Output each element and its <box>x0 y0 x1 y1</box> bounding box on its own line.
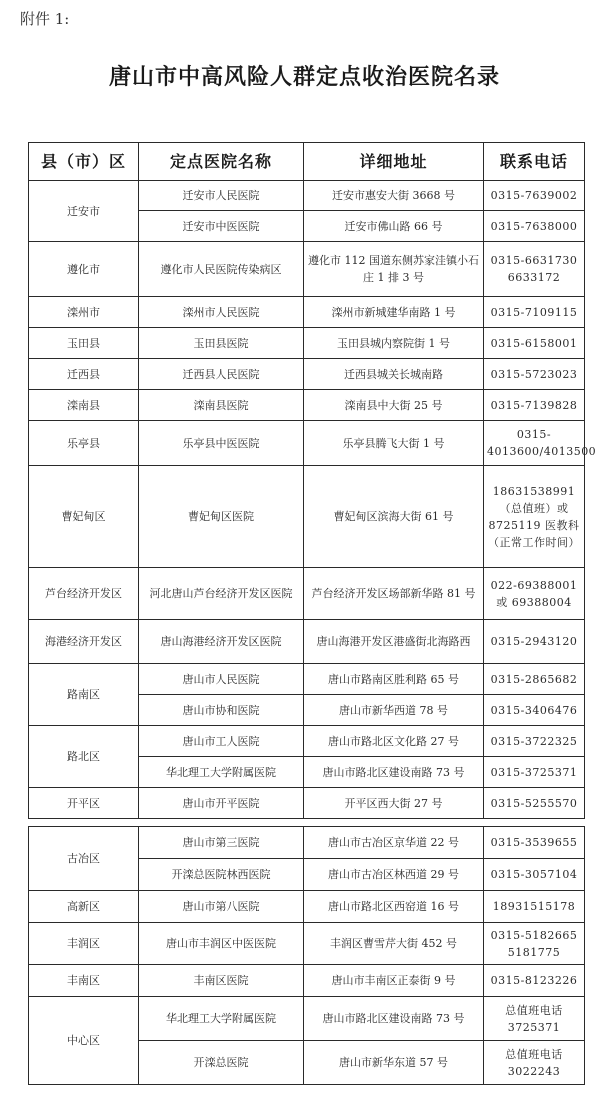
hospital-name-cell: 迁西县人民医院 <box>139 359 304 390</box>
address-cell: 丰润区曹雪芹大街 452 号 <box>304 923 484 965</box>
county-cell: 遵化市 <box>29 242 139 297</box>
hospital-name-cell: 华北理工大学附属医院 <box>139 757 304 788</box>
address-cell: 开平区西大街 27 号 <box>304 788 484 819</box>
table-row <box>29 788 585 819</box>
county-cell: 乐亭县 <box>29 421 139 466</box>
hospital-name-cell: 滦南县医院 <box>139 390 304 421</box>
phone-cell: 0315-4013600/4013500 <box>484 421 585 466</box>
hospital-name-cell: 河北唐山芦台经济开发区医院 <box>139 568 304 620</box>
table-row <box>29 181 585 211</box>
table-row <box>29 328 585 359</box>
phone-cell: 0315-8123226 <box>484 965 585 997</box>
phone-cell: 0315-5255570 <box>484 788 585 819</box>
hospital-name-cell: 唐山海港经济开发区医院 <box>139 620 304 664</box>
county-cell: 古冶区 <box>29 827 139 891</box>
table-row <box>29 965 585 997</box>
phone-cell: 总值班电话 3725371 <box>484 997 585 1041</box>
county-cell: 路北区 <box>29 726 139 788</box>
county-cell: 路南区 <box>29 664 139 726</box>
hospital-name-cell: 乐亭县中医医院 <box>139 421 304 466</box>
address-cell: 玉田县城内察院街 1 号 <box>304 328 484 359</box>
table-row <box>29 664 585 695</box>
address-cell: 迁安市惠安大街 3668 号 <box>304 181 484 211</box>
county-cell: 玉田县 <box>29 328 139 359</box>
county-cell: 开平区 <box>29 788 139 819</box>
hospital-name-cell: 滦州市人民医院 <box>139 297 304 328</box>
address-cell: 唐山海港开发区港盛街北海路西 <box>304 620 484 664</box>
table-row <box>29 390 585 421</box>
address-cell: 唐山市路北区建设南路 73 号 <box>304 997 484 1041</box>
address-cell: 唐山市路南区胜利路 65 号 <box>304 664 484 695</box>
address-cell: 芦台经济开发区场部新华路 81 号 <box>304 568 484 620</box>
phone-cell: 总值班电话 3022243 <box>484 1041 585 1085</box>
attachment-label: 附件 1: <box>20 10 70 28</box>
address-cell: 唐山市新华东道 57 号 <box>304 1041 484 1085</box>
hospital-name-cell: 唐山市工人医院 <box>139 726 304 757</box>
county-cell: 迁安市 <box>29 181 139 242</box>
hospital-name-cell: 遵化市人民医院传染病区 <box>139 242 304 297</box>
phone-cell: 0315-3406476 <box>484 695 585 726</box>
table-header-row <box>29 143 585 181</box>
phone-cell: 0315-7139828 <box>484 390 585 421</box>
address-cell: 曹妃甸区滨海大街 61 号 <box>304 466 484 568</box>
address-cell: 滦南县中大街 25 号 <box>304 390 484 421</box>
table-row <box>29 827 585 859</box>
phone-cell: 0315-3057104 <box>484 859 585 891</box>
address-cell: 迁西县城关长城南路 <box>304 359 484 390</box>
phone-cell: 0315-3539655 <box>484 827 585 859</box>
header-hospital-name: 定点医院名称 <box>139 143 304 181</box>
table-row <box>29 568 585 620</box>
phone-cell: 0315-2865682 <box>484 664 585 695</box>
hospital-name-cell: 丰南区医院 <box>139 965 304 997</box>
county-cell: 滦州市 <box>29 297 139 328</box>
hospital-name-cell: 唐山市丰润区中医医院 <box>139 923 304 965</box>
phone-cell: 0315-5182665 5181775 <box>484 923 585 965</box>
hospital-name-cell: 唐山市第三医院 <box>139 827 304 859</box>
hospital-name-cell: 迁安市人民医院 <box>139 181 304 211</box>
county-cell: 滦南县 <box>29 390 139 421</box>
phone-cell: 0315-5723023 <box>484 359 585 390</box>
phone-cell: 0315-2943120 <box>484 620 585 664</box>
phone-cell: 0315-3725371 <box>484 757 585 788</box>
address-cell: 唐山市古冶区京华道 22 号 <box>304 827 484 859</box>
county-cell: 芦台经济开发区 <box>29 568 139 620</box>
hospital-name-cell: 开滦总医院 <box>139 1041 304 1085</box>
phone-cell: 0315-7638000 <box>484 211 585 242</box>
hospital-name-cell: 唐山市第八医院 <box>139 891 304 923</box>
hospital-name-cell: 唐山市开平医院 <box>139 788 304 819</box>
page-title: 唐山市中高风险人群定点收治医院名录 <box>108 64 500 90</box>
address-cell: 唐山市丰南区正泰街 9 号 <box>304 965 484 997</box>
table-row <box>29 923 585 965</box>
hospital-name-cell: 迁安市中医医院 <box>139 211 304 242</box>
header-address: 详细地址 <box>304 143 484 181</box>
hospital-table-part-2 <box>28 826 585 1085</box>
county-cell: 海港经济开发区 <box>29 620 139 664</box>
hospital-name-cell: 唐山市协和医院 <box>139 695 304 726</box>
address-cell: 唐山市新华西道 78 号 <box>304 695 484 726</box>
header-phone: 联系电话 <box>484 143 585 181</box>
hospital-name-cell: 曹妃甸区医院 <box>139 466 304 568</box>
table-row <box>29 726 585 757</box>
phone-cell: 022-69388001 或 69388004 <box>484 568 585 620</box>
table-row <box>29 359 585 390</box>
county-cell: 高新区 <box>29 891 139 923</box>
county-cell: 丰南区 <box>29 965 139 997</box>
county-cell: 丰润区 <box>29 923 139 965</box>
phone-cell: 18631538991（总值班）或 8725119 医教科（正常工作时间） <box>484 466 585 568</box>
table-row <box>29 297 585 328</box>
address-cell: 迁安市佛山路 66 号 <box>304 211 484 242</box>
county-cell: 曹妃甸区 <box>29 466 139 568</box>
phone-cell: 0315-6631730 6633172 <box>484 242 585 297</box>
address-cell: 唐山市路北区文化路 27 号 <box>304 726 484 757</box>
address-cell: 遵化市 112 国道东侧苏家洼镇小石庄 1 排 3 号 <box>304 242 484 297</box>
table-row <box>29 997 585 1041</box>
table-row <box>29 620 585 664</box>
hospital-name-cell: 唐山市人民医院 <box>139 664 304 695</box>
address-cell: 唐山市路北区建设南路 73 号 <box>304 757 484 788</box>
phone-cell: 0315-3722325 <box>484 726 585 757</box>
header-county: 县（市）区 <box>29 143 139 181</box>
phone-cell: 0315-7639002 <box>484 181 585 211</box>
address-cell: 乐亭县腾飞大街 1 号 <box>304 421 484 466</box>
county-cell: 中心区 <box>29 997 139 1085</box>
address-cell: 滦州市新城建华南路 1 号 <box>304 297 484 328</box>
hospital-table-part-1 <box>28 142 597 819</box>
hospital-name-cell: 玉田县医院 <box>139 328 304 359</box>
table-row <box>29 891 585 923</box>
hospital-name-cell: 开滦总医院林西医院 <box>139 859 304 891</box>
phone-cell: 0315-7109115 <box>484 297 585 328</box>
table-row <box>29 242 585 297</box>
hospital-name-cell: 华北理工大学附属医院 <box>139 997 304 1041</box>
phone-cell: 0315-6158001 <box>484 328 585 359</box>
county-cell: 迁西县 <box>29 359 139 390</box>
table-row <box>29 421 585 466</box>
phone-cell: 18931515178 <box>484 891 585 923</box>
table-row <box>29 466 585 568</box>
address-cell: 唐山市路北区西窑道 16 号 <box>304 891 484 923</box>
address-cell: 唐山市古冶区林西道 29 号 <box>304 859 484 891</box>
